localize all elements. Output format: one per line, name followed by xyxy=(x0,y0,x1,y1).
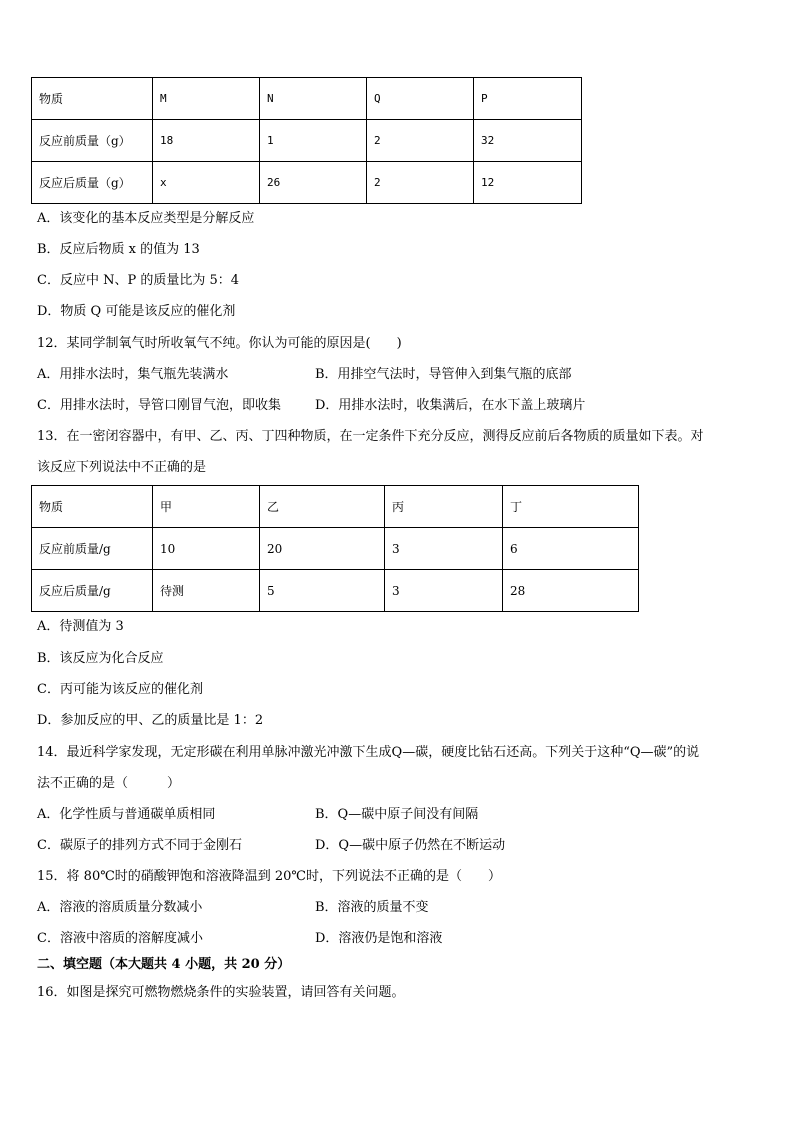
table-cell: 物质 xyxy=(32,486,153,528)
table-cell: 12 xyxy=(474,162,582,204)
section-heading: 二、填空题（本大题共 4 小题，共 20 分） xyxy=(37,957,291,972)
option-d: D．Q—碳中原子仍然在不断运动 xyxy=(315,838,506,853)
table-row xyxy=(32,120,582,162)
option-a: A．用排水法时，集气瓶先装满水 xyxy=(37,367,229,382)
option-c: C．碳原子的排列方式不同于金刚石 xyxy=(37,838,242,853)
table-cell: 反应前质量/g xyxy=(32,528,153,570)
table-row xyxy=(32,570,639,612)
table-cell: 18 xyxy=(153,120,260,162)
option-c: C．溶液中溶质的溶解度减小 xyxy=(37,931,203,946)
table-cell: 3 xyxy=(385,528,503,570)
table-cell: 20 xyxy=(260,528,385,570)
table-cell: x xyxy=(153,162,260,204)
table-cell: 5 xyxy=(260,570,385,612)
table-cell: 28 xyxy=(503,570,639,612)
table-cell: P xyxy=(474,78,582,120)
option-a: A．化学性质与普通碳单质相同 xyxy=(37,807,216,822)
table-cell: 乙 xyxy=(260,486,385,528)
option-c: C．丙可能为该反应的催化剂 xyxy=(37,682,203,697)
question-stem: 12．某同学制氧气时所收氧气不纯。你认为可能的原因是( ) xyxy=(37,336,402,351)
table-cell: 1 xyxy=(260,120,367,162)
question-stem-cont: 该反应下列说法中不正确的是 xyxy=(37,460,207,475)
table-cell: Q xyxy=(367,78,474,120)
option-a: A．溶液的溶质质量分数减小 xyxy=(37,900,203,915)
option-b: B．Q—碳中原子间没有间隔 xyxy=(315,807,479,822)
table-cell: 丁 xyxy=(503,486,639,528)
option-b: B．反应后物质 x 的值为 13 xyxy=(37,242,200,257)
mass-table-mnqp xyxy=(31,77,582,204)
table-cell: 甲 xyxy=(153,486,260,528)
table-cell: N xyxy=(260,78,367,120)
table-row xyxy=(32,162,582,204)
option-c: C．用排水法时，导管口刚冒气泡，即收集 xyxy=(37,398,281,413)
table-cell: 2 xyxy=(367,120,474,162)
question-stem-cont: 法不正确的是（ ） xyxy=(37,776,181,791)
table-cell: 反应后质量（g） xyxy=(32,162,153,204)
table-row xyxy=(32,528,639,570)
question-stem: 13．在一密闭容器中，有甲、乙、丙、丁四种物质，在一定条件下充分反应，测得反应前后各物质的质量如下表。对 xyxy=(37,429,704,444)
table-cell: 6 xyxy=(503,528,639,570)
option-b: B．用排空气法时，导管伸入到集气瓶的底部 xyxy=(315,367,572,382)
option-a: A．待测值为 3 xyxy=(37,619,124,634)
table-cell: M xyxy=(153,78,260,120)
table-cell: 32 xyxy=(474,120,582,162)
table-cell: 待测 xyxy=(153,570,260,612)
table-cell: 26 xyxy=(260,162,367,204)
table-header-row xyxy=(32,486,639,528)
option-d: D．参加反应的甲、乙的质量比是 1：2 xyxy=(37,713,264,728)
table-cell: 2 xyxy=(367,162,474,204)
option-d: D．物质 Q 可能是该反应的催化剂 xyxy=(37,304,236,319)
table-cell: 反应前质量（g） xyxy=(32,120,153,162)
option-d: D．用排水法时，收集满后，在水下盖上玻璃片 xyxy=(315,398,586,413)
table-cell: 丙 xyxy=(385,486,503,528)
table-cell: 物质 xyxy=(32,78,153,120)
question-stem: 14．最近科学家发现，无定形碳在利用单脉冲激光冲激下生成Q—碳，硬度比钻石还高。下列关于这种“Q—碳”的说 xyxy=(37,745,700,760)
table-header-row xyxy=(32,78,582,120)
question-stem: 15．将 80℃时的硝酸钾饱和溶液降温到 20℃时，下列说法不正确的是（ ） xyxy=(37,869,501,884)
option-b: B．该反应为化合反应 xyxy=(37,651,164,666)
mass-table-jiayi xyxy=(31,485,639,612)
table-cell: 10 xyxy=(153,528,260,570)
option-c: C．反应中 N、P 的质量比为 5：4 xyxy=(37,273,240,288)
question-stem: 16．如图是探究可燃物燃烧条件的实验装置，请回答有关问题。 xyxy=(37,985,405,1000)
option-a: A．该变化的基本反应类型是分解反应 xyxy=(37,211,255,226)
option-d: D．溶液仍是饱和溶液 xyxy=(315,931,443,946)
table-cell: 3 xyxy=(385,570,503,612)
table-cell: 反应后质量/g xyxy=(32,570,153,612)
option-b: B．溶液的质量不变 xyxy=(315,900,429,915)
